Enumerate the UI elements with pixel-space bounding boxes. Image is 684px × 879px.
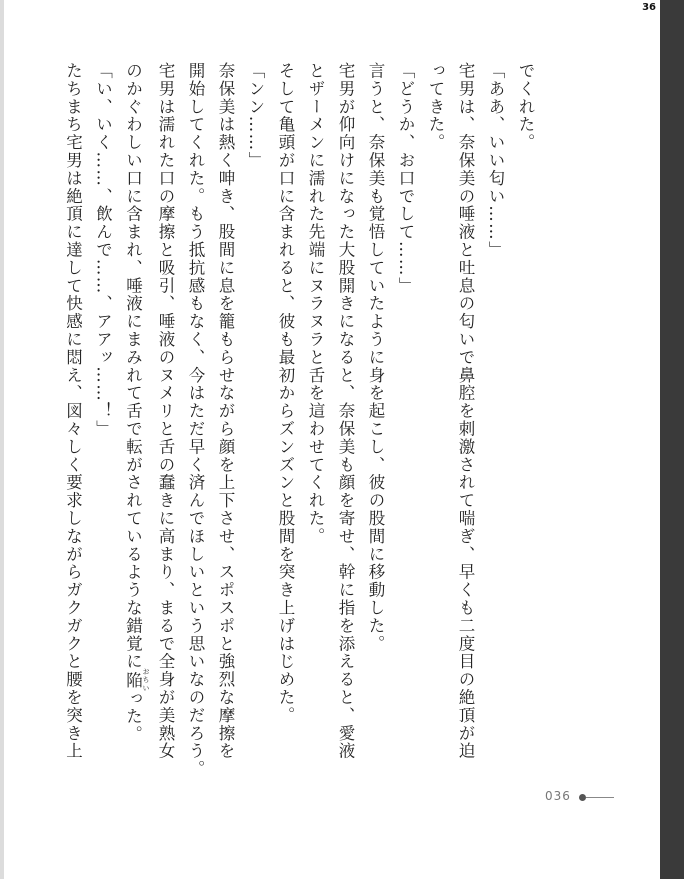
ruby-annotation: 陥 おちい — [123, 667, 150, 693]
text-line: とザーメンに濡れた先端にヌラヌラと舌を這わせてくれた。 — [306, 62, 325, 546]
viewer-scrollbar[interactable] — [660, 0, 684, 879]
text-line: 「ああ、いい匂い……」 — [486, 62, 505, 259]
text-line: 奈保美は熱く呻き、股間に息を籠もらせながら顔を上下させ、スポスポと強烈な摩擦を — [216, 62, 235, 761]
text-line: 言うと、奈保美も覚悟していたように身を起こし、彼の股間に移動した。 — [366, 62, 385, 653]
text-line: 宅男は、奈保美の唾液と吐息の匂いで鼻腔を刺激されて喘ぎ、早くも二度目の絶頂が迫 — [456, 62, 475, 761]
page-edge — [0, 0, 4, 879]
vertical-text-body — [63, 62, 540, 782]
text-line: ってきた。 — [426, 62, 445, 152]
footer-page-number: 036 — [545, 789, 571, 803]
page-index-label: 36 — [642, 2, 656, 13]
text-line: 開始してくれた。もう抵抗感もなく、今はただ早く済んでほしいという思いなのだろう。 — [186, 62, 205, 778]
text-line: でくれた。 — [516, 62, 535, 152]
text-line: 宅男が仰向けになった大股開きになると、奈保美も顔を寄せ、幹に指を添えると、愛液 — [336, 62, 355, 761]
ruby-text: おちい — [142, 667, 150, 693]
footer-dot — [579, 794, 586, 801]
footer-rule — [586, 797, 614, 798]
text-line: たちまち宅男は絶頂に達して快感に悶え、図々しく要求しながらガクガクと腰を突き上 — [63, 62, 83, 761]
text-line: そして亀頭が口に含まれると、彼も最初からズンズンと股間を突き上げはじめた。 — [276, 62, 295, 725]
text-line: のかぐわしい口に含まれ、唾液にまみれて舌で転がされているような錯覚に陥 おちいった。 — [123, 62, 150, 744]
text-line: 「ンン……」 — [246, 62, 265, 170]
text-line: 宅男は濡れた口の摩擦と吸引、唾液のヌメリと舌の蠢きに高まり、まるで全身が美熟女 — [156, 62, 175, 761]
text-line: 「い、いく……、飲んで……、アアッ……！」 — [93, 62, 113, 438]
text-line: 「どうか、お口でして……」 — [396, 62, 415, 295]
